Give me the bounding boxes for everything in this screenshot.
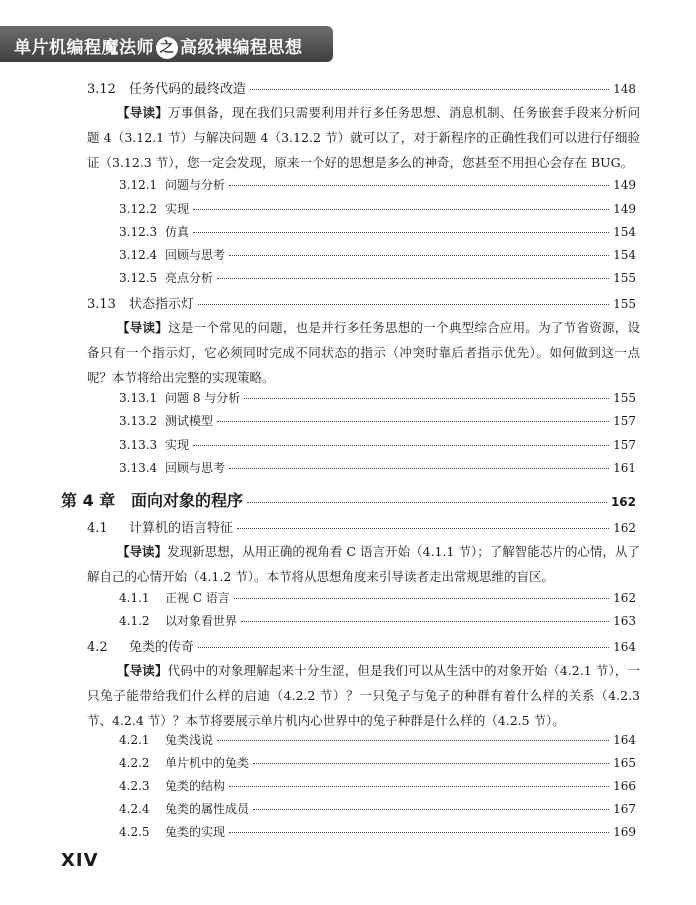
book-title-zhi-badge: 之 <box>156 37 178 59</box>
toc-page-number: 165 <box>613 756 636 770</box>
toc-title: 问题 8 与分析 <box>165 391 241 405</box>
toc-number: 3.12.2 <box>119 202 158 216</box>
toc-page-number: 167 <box>613 802 636 816</box>
toc-number: 4.1.1 <box>119 591 150 605</box>
toc-number: 3.13.3 <box>119 438 158 452</box>
toc-entry-3-13-1[interactable] <box>119 389 636 406</box>
toc-number: 4.2.4 <box>119 802 150 816</box>
toc-title: 兔类的传奇 <box>129 640 195 655</box>
toc-page-number: 162 <box>610 495 636 509</box>
toc-number: 3.13.4 <box>119 461 158 475</box>
guide-tag: 【导读】 <box>117 105 169 120</box>
toc-title: 单片机中的兔类 <box>165 756 250 770</box>
toc-number: 3.13.2 <box>119 414 158 428</box>
toc-leader-dots <box>244 398 609 399</box>
toc-chapter-4[interactable] <box>61 488 636 511</box>
toc-number: 4.2 <box>87 640 108 655</box>
toc-entry-4-1[interactable] <box>87 517 636 536</box>
guide-paragraph-3-13 <box>87 315 640 390</box>
toc-number: 4.2.5 <box>119 825 150 839</box>
toc-number: 4.1 <box>87 521 108 536</box>
toc-entry-3-12-4[interactable] <box>119 246 636 263</box>
toc-entry-4-2-4[interactable] <box>119 800 636 817</box>
toc-page-number: 155 <box>613 271 636 285</box>
toc-leader-dots <box>193 209 609 210</box>
toc-number: 3.12.3 <box>119 225 158 239</box>
toc-entry-4-2-1[interactable] <box>119 731 636 748</box>
toc-number: 4.2.3 <box>119 779 150 793</box>
toc-title: 亮点分析 <box>165 271 214 285</box>
toc-number: 3.12 <box>87 82 116 97</box>
guide-tag: 【导读】 <box>117 320 169 335</box>
toc-page-number: 166 <box>613 779 636 793</box>
toc-title: 任务代码的最终改造 <box>129 82 247 97</box>
toc-chapter-number: 第 4 章 <box>61 491 116 510</box>
toc-title: 以对象看世界 <box>165 614 238 628</box>
toc-entry-4-2-2[interactable] <box>119 754 636 771</box>
toc-number: 3.12.1 <box>119 178 158 192</box>
toc-title: 问题与分析 <box>165 178 226 192</box>
book-title-left: 单片机编程魔法师 <box>14 38 154 58</box>
guide-paragraph-4-1 <box>87 539 640 589</box>
toc-entry-3-12-1[interactable] <box>119 176 636 193</box>
toc-leader-dots <box>193 232 609 233</box>
toc-title: 实现 <box>165 202 190 216</box>
guide-tag: 【导读】 <box>117 663 168 678</box>
toc-number: 4.2.2 <box>119 756 150 770</box>
toc-page-number: 155 <box>613 391 636 405</box>
toc-page-number: 157 <box>613 414 636 428</box>
toc-leader-dots <box>234 598 609 599</box>
toc-leader-dots <box>198 304 609 305</box>
toc-title: 兔类的实现 <box>165 825 226 839</box>
guide-tag: 【导读】 <box>117 544 168 559</box>
toc-page-number: 155 <box>613 297 636 311</box>
toc-page-number: 154 <box>613 225 636 239</box>
book-title <box>14 33 303 59</box>
toc-page-number: 161 <box>613 461 636 475</box>
guide-text: 发现新思想，从用正确的视角看 C 语言开始（4.1.1 节）；了解智能芯片的心情，从了解自己的心情开始（4.1.2 节）。本节将从思想角度来引导读者走出常规思维的盲区。 <box>87 544 640 584</box>
toc-title: 计算机的语言特征 <box>129 521 234 536</box>
toc-number: 4.1.2 <box>119 614 150 628</box>
toc-entry-3-12-2[interactable] <box>119 200 636 217</box>
toc-number: 3.12.4 <box>119 248 158 262</box>
toc-leader-dots <box>253 763 609 764</box>
toc-leader-dots <box>241 621 609 622</box>
toc-leader-dots <box>229 185 609 186</box>
toc-page-number: 164 <box>613 640 636 654</box>
toc-title: 回顾与思考 <box>165 248 226 262</box>
toc-title: 实现 <box>165 438 190 452</box>
toc-page-number: 148 <box>613 82 636 96</box>
toc-number: 3.13.1 <box>119 391 158 405</box>
toc-entry-3-12-3[interactable] <box>119 223 636 240</box>
book-title-right: 高级裸编程思想 <box>180 38 303 58</box>
toc-chapter-title: 面向对象的程序 <box>131 491 244 510</box>
toc-entry-4-2-5[interactable] <box>119 823 636 840</box>
toc-page-number: 154 <box>613 248 636 262</box>
toc-title: 状态指示灯 <box>129 297 195 312</box>
guide-paragraph-4-2 <box>87 658 640 733</box>
toc-page-number: 149 <box>613 202 636 216</box>
toc-page-number: 162 <box>613 521 636 535</box>
book-header-banner <box>0 26 333 62</box>
toc-title: 兔类的结构 <box>165 779 226 793</box>
toc-page-number: 169 <box>613 825 636 839</box>
toc-entry-4-2-3[interactable] <box>119 777 636 794</box>
guide-text: 万事俱备，现在我们只需要利用并行多任务思想、消息机制、任务嵌套手段来分析问题 4（3.12.1 节）与解决问题 4（3.12.2 节）就可以了，对于新程序的正确性我们可以进行仔细验证（3.12.3 节），您一定会发现，原来一个好的思想是多么的神奇，您甚至不用担心会存在 BUG。 <box>87 105 640 170</box>
toc-leader-dots <box>229 255 609 256</box>
toc-title: 兔类的属性成员 <box>165 802 250 816</box>
toc-page-number: 149 <box>613 178 636 192</box>
toc-number: 3.13 <box>87 297 116 312</box>
toc-title: 兔类浅说 <box>165 733 214 747</box>
toc-leader-dots <box>237 528 609 529</box>
toc-leader-dots <box>198 647 609 648</box>
guide-text: 这是一个常见的问题，也是并行多任务思想的一个典型综合应用。为了节省资源，设备只有一个指示灯，它必须同时完成不同状态的指示（冲突时靠后者指示优先）。如何做到这一点呢？本节将给出完整的实现策略。 <box>87 320 640 385</box>
toc-entry-3-12[interactable] <box>87 78 636 97</box>
toc-title: 正视 C 语言 <box>165 591 230 605</box>
toc-leader-dots <box>217 278 609 279</box>
guide-paragraph-3-12 <box>87 100 640 175</box>
toc-leader-dots <box>253 809 609 810</box>
toc-leader-dots <box>229 832 609 833</box>
toc-entry-3-13-3[interactable] <box>119 436 636 453</box>
toc-leader-dots <box>217 740 609 741</box>
toc-entry-3-13-2[interactable] <box>119 412 636 429</box>
toc-entry-3-12-5[interactable] <box>119 269 636 286</box>
toc-entry-3-13[interactable] <box>87 293 636 312</box>
toc-page-number: 163 <box>613 614 636 628</box>
toc-leader-dots <box>217 421 609 422</box>
toc-page-number: 164 <box>613 733 636 747</box>
toc-number: 3.12.5 <box>119 271 158 285</box>
toc-entry-4-1-2[interactable] <box>119 612 636 629</box>
toc-leader-dots <box>250 89 609 90</box>
toc-entry-4-2[interactable] <box>87 636 636 655</box>
page-footer-number: XIV <box>61 850 99 871</box>
toc-entry-3-13-4[interactable] <box>119 459 636 476</box>
toc-leader-dots <box>193 445 609 446</box>
toc-title: 测试模型 <box>165 414 214 428</box>
toc-leader-dots <box>229 468 609 469</box>
toc-number: 4.2.1 <box>119 733 150 747</box>
toc-page-number: 157 <box>613 438 636 452</box>
toc-page-number: 162 <box>613 591 636 605</box>
toc-title: 回顾与思考 <box>165 461 226 475</box>
toc-leader-dots <box>247 502 607 503</box>
guide-text: 代码中的对象理解起来十分生涩，但是我们可以从生活中的对象开始（4.2.1 节），一只兔子能带给我们什么样的启迪（4.2.2 节）？一只兔子与兔子的种群有着什么样的关系（4.2.3 节、4.2.4 节）？本节将要展示单片机内心世界中的兔子种群是什么样的（4.2.5 节）。 <box>87 663 640 728</box>
toc-entry-4-1-1[interactable] <box>119 589 636 606</box>
toc-title: 仿真 <box>165 225 190 239</box>
toc-leader-dots <box>229 786 609 787</box>
